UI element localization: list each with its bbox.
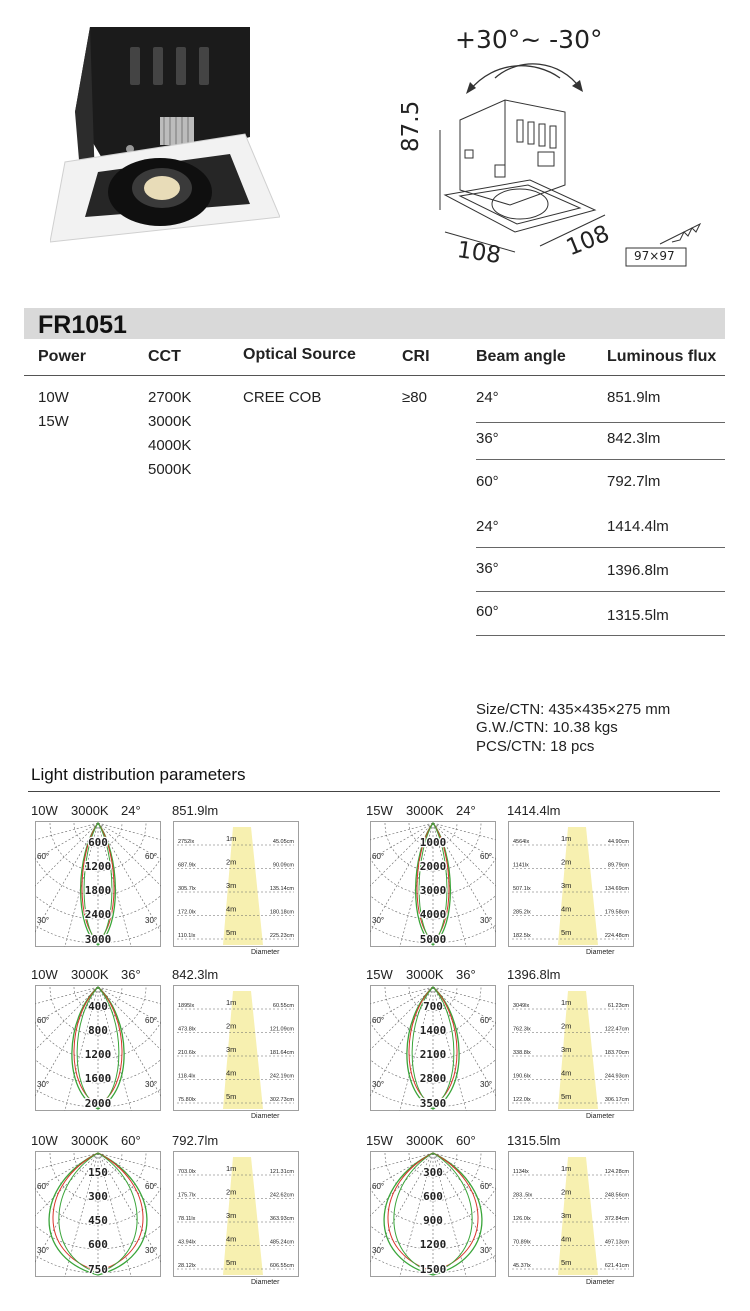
illuminance-value: 285.2lx <box>513 909 531 916</box>
distance-label: 5m <box>226 928 237 937</box>
intensity-value: 600 <box>88 836 108 849</box>
light-distribution-panel <box>31 1133 361 1293</box>
diameter-value: 224.48cm <box>604 933 629 939</box>
angle-label: 60° <box>145 1182 158 1191</box>
beam-angle-value: 36° <box>476 560 499 577</box>
caption-beam: 60° <box>121 1133 141 1148</box>
polar-diagram <box>35 821 161 947</box>
angle-label: 30° <box>372 916 385 925</box>
diameter-caption: Diameter <box>251 1113 280 1120</box>
intensity-value: 1200 <box>419 1238 447 1251</box>
beam-row <box>476 592 725 636</box>
intensity-value: 2400 <box>84 908 112 921</box>
height-dimension: 87.5 <box>398 100 424 152</box>
header-power: Power <box>38 348 87 365</box>
illuminance-value: 762.3lx <box>513 1026 531 1033</box>
illuminance-value: 3049lx <box>513 1003 530 1009</box>
diameter-value: 45.05cm <box>272 839 294 845</box>
angle-label: 30° <box>37 1080 50 1089</box>
illuminance-cone <box>173 985 299 1111</box>
intensity-value: 1400 <box>419 1024 447 1037</box>
illuminance-cone <box>508 821 634 947</box>
beam-angle-value: 60° <box>476 603 499 620</box>
illuminance-cone <box>508 985 634 1111</box>
distance-label: 2m <box>226 1021 237 1031</box>
angle-label: 30° <box>372 1246 385 1255</box>
caption-flux: 842.3lm <box>172 967 219 982</box>
caption-beam: 24° <box>456 803 476 818</box>
illuminance-value: 4564lx <box>513 839 530 845</box>
flux-value: 1414.4lm <box>607 518 669 535</box>
power-value: 10W <box>38 389 69 406</box>
distance-label: 3m <box>226 881 237 890</box>
distance-label: 5m <box>561 1092 572 1101</box>
illuminance-value: 1134lx <box>513 1169 529 1175</box>
carton-size: Size/CTN: 435×435×275 mm <box>476 701 671 718</box>
beam-row <box>476 504 725 548</box>
diameter-value: 606.55cm <box>269 1263 294 1269</box>
illuminance-value: 473.8lx <box>178 1026 196 1033</box>
diameter-value: 372.84cm <box>604 1216 629 1222</box>
distance-label: 2m <box>226 857 237 867</box>
caption-flux: 1396.8lm <box>507 967 561 982</box>
caption-flux: 792.7lm <box>172 1133 219 1148</box>
illuminance-value: 283..5lx <box>513 1192 533 1199</box>
diameter-value: 61.23cm <box>607 1003 629 1009</box>
intensity-value: 800 <box>88 1024 108 1037</box>
diameter-value: 302.73cm <box>269 1097 294 1103</box>
illuminance-value: 1895lx <box>178 1003 195 1009</box>
illuminance-value: 1141lx <box>513 862 529 869</box>
distance-label: 3m <box>561 1045 572 1054</box>
light-distribution-panel <box>366 1133 696 1293</box>
diameter-value: 363.93cm <box>269 1216 294 1222</box>
cri-value: ≥80 <box>402 389 427 406</box>
intensity-value: 2100 <box>419 1048 447 1061</box>
polar-diagram <box>370 1151 496 1277</box>
angle-label: 30° <box>145 1080 158 1089</box>
illuminance-value: 305.7lx <box>178 886 196 892</box>
intensity-value: 600 <box>423 1190 443 1203</box>
illuminance-value: 175.7lx <box>178 1192 196 1199</box>
intensity-value: 1500 <box>419 1263 447 1276</box>
angle-label: 30° <box>37 1246 50 1255</box>
header-cct: CCT <box>148 348 181 365</box>
distance-label: 5m <box>561 928 572 937</box>
light-distribution-panel <box>31 803 361 963</box>
intensity-value: 2000 <box>419 860 447 873</box>
intensity-value: 3000 <box>419 884 447 897</box>
distance-label: 1m <box>561 1164 572 1173</box>
intensity-value: 1000 <box>419 836 447 849</box>
illuminance-value: 190.6lx <box>513 1073 531 1080</box>
beam-row <box>476 548 725 592</box>
diameter-value: 306.17cm <box>604 1097 629 1103</box>
intensity-value: 1600 <box>84 1072 112 1085</box>
distance-label: 3m <box>226 1045 237 1054</box>
diameter-value: 225.23cm <box>269 933 294 939</box>
distance-label: 2m <box>561 1021 572 1031</box>
distance-label: 2m <box>561 1187 572 1197</box>
tilt-label: +30°~ -30° <box>455 25 603 54</box>
caption-cct: 3000K <box>406 803 444 818</box>
polar-diagram <box>35 1151 161 1277</box>
header-optical-source: Optical Source <box>243 346 356 363</box>
caption-cct: 3000K <box>71 803 109 818</box>
angle-label: 60° <box>145 852 158 861</box>
flux-value: 792.7lm <box>607 473 661 490</box>
intensity-value: 5000 <box>419 933 447 946</box>
diameter-value: 180.18cm <box>269 909 294 916</box>
diameter-caption: Diameter <box>251 1279 280 1286</box>
caption-beam: 60° <box>456 1133 476 1148</box>
cct-value: 5000K <box>148 461 192 478</box>
distance-label: 3m <box>561 1211 572 1220</box>
diameter-caption: Diameter <box>586 1279 615 1286</box>
illuminance-value: 210.6lx <box>178 1050 196 1056</box>
distance-label: 4m <box>226 1234 237 1244</box>
intensity-value: 2000 <box>84 1097 112 1110</box>
intensity-value: 750 <box>88 1263 108 1276</box>
angle-label: 30° <box>480 1246 493 1255</box>
illuminance-value: 338.8lx <box>513 1050 531 1056</box>
intensity-value: 450 <box>88 1214 108 1227</box>
illuminance-value: 78.11lx <box>178 1216 196 1222</box>
distance-label: 4m <box>226 904 237 914</box>
diameter-value: 248.56cm <box>604 1192 629 1199</box>
angle-label: 60° <box>37 1182 50 1191</box>
illuminance-value: 28.12lx <box>178 1263 196 1269</box>
distance-label: 3m <box>561 881 572 890</box>
angle-label: 60° <box>372 852 385 861</box>
model-name: FR1051 <box>38 311 127 339</box>
angle-label: 30° <box>145 916 158 925</box>
intensity-value: 2800 <box>419 1072 447 1085</box>
angle-label: 30° <box>480 1080 493 1089</box>
diameter-caption: Diameter <box>251 949 280 956</box>
intensity-value: 150 <box>88 1166 108 1179</box>
diameter-value: 121.31cm <box>269 1169 294 1175</box>
angle-label: 60° <box>480 1016 493 1025</box>
diameter-value: 124.28cm <box>604 1169 629 1175</box>
beam-row <box>476 460 725 503</box>
illuminance-value: 43.94lx <box>178 1239 196 1246</box>
intensity-value: 700 <box>423 1000 443 1013</box>
intensity-value: 300 <box>88 1190 108 1203</box>
intensity-value: 1800 <box>84 884 112 897</box>
cutout-dimension: 97×97 <box>634 249 675 263</box>
intensity-value: 900 <box>423 1214 443 1227</box>
illuminance-value: 507.1lx <box>513 886 531 892</box>
illuminance-value: 2752lx <box>178 839 195 845</box>
flux-value: 1315.5lm <box>607 607 669 624</box>
distance-label: 4m <box>561 904 572 914</box>
angle-label: 60° <box>480 1182 493 1191</box>
intensity-value: 1200 <box>84 860 112 873</box>
distance-label: 3m <box>226 1211 237 1220</box>
angle-label: 60° <box>37 1016 50 1025</box>
intensity-value: 4000 <box>419 908 447 921</box>
distance-label: 1m <box>226 998 237 1007</box>
distance-label: 1m <box>226 1164 237 1173</box>
header-divider <box>24 375 725 376</box>
diameter-value: 621.41cm <box>604 1263 629 1269</box>
header-beam-angle: Beam angle <box>476 348 566 365</box>
flux-value: 1396.8lm <box>607 562 669 579</box>
distance-label: 5m <box>226 1092 237 1101</box>
model-header-bar <box>24 308 725 339</box>
polar-diagram <box>35 985 161 1111</box>
illuminance-value: 70.89lx <box>513 1239 531 1246</box>
light-distribution-panel <box>366 803 696 963</box>
header-luminous-flux: Luminous flux <box>607 348 717 365</box>
distance-label: 4m <box>561 1234 572 1244</box>
illuminance-value: 122.0lx <box>513 1097 531 1103</box>
illuminance-value: 45.37lx <box>513 1263 531 1269</box>
angle-label: 60° <box>480 852 493 861</box>
optical-source-value: CREE COB <box>243 389 322 406</box>
illuminance-cone <box>508 1151 634 1277</box>
distance-label: 5m <box>226 1258 237 1267</box>
distance-label: 2m <box>561 857 572 867</box>
caption-cct: 3000K <box>406 967 444 982</box>
beam-angle-value: 24° <box>476 389 499 406</box>
diameter-value: 485.24cm <box>269 1239 294 1246</box>
intensity-value: 400 <box>88 1000 108 1013</box>
distance-label: 1m <box>561 834 572 843</box>
caption-beam: 36° <box>456 967 476 982</box>
caption-beam: 36° <box>121 967 141 982</box>
diameter-value: 134.69cm <box>604 886 629 892</box>
intensity-value: 3500 <box>419 1097 447 1110</box>
caption-flux: 1414.4lm <box>507 803 561 818</box>
caption-power: 10W <box>31 967 58 982</box>
illuminance-cone <box>173 1151 299 1277</box>
angle-label: 30° <box>37 916 50 925</box>
distance-label: 1m <box>226 834 237 843</box>
cct-value: 3000K <box>148 413 192 430</box>
diameter-value: 242.62cm <box>269 1192 294 1199</box>
illuminance-value: 687.9lx <box>178 862 196 869</box>
diameter-value: 121.09cm <box>269 1026 294 1033</box>
beam-angle-value: 60° <box>476 473 499 490</box>
diameter-value: 181.64cm <box>269 1050 294 1056</box>
power-value: 15W <box>38 413 69 430</box>
angle-label: 60° <box>372 1182 385 1191</box>
section-divider <box>28 791 720 792</box>
caption-power: 10W <box>31 803 58 818</box>
cct-value: 4000K <box>148 437 192 454</box>
beam-angle-value: 36° <box>476 430 499 447</box>
angle-label: 30° <box>480 916 493 925</box>
width-dimension: 108 <box>455 237 503 269</box>
illuminance-value: 172.0lx <box>178 909 196 916</box>
caption-cct: 3000K <box>71 967 109 982</box>
angle-label: 60° <box>37 852 50 861</box>
distance-label: 4m <box>561 1068 572 1078</box>
caption-power: 15W <box>366 967 393 982</box>
caption-flux: 1315.5lm <box>507 1133 561 1148</box>
diameter-value: 90.09cm <box>272 862 294 869</box>
beam-row <box>476 416 725 460</box>
intensity-value: 300 <box>423 1166 443 1179</box>
diameter-value: 60.55cm <box>272 1003 294 1009</box>
caption-power: 10W <box>31 1133 58 1148</box>
diameter-value: 242.19cm <box>269 1073 294 1080</box>
diameter-value: 89.79cm <box>607 862 629 869</box>
illuminance-value: 75.80lx <box>178 1097 196 1103</box>
illuminance-value: 703.0lx <box>178 1169 196 1175</box>
flux-value: 851.9lm <box>607 389 661 406</box>
light-distribution-panel <box>31 967 361 1127</box>
angle-label: 30° <box>145 1246 158 1255</box>
intensity-value: 3000 <box>84 933 112 946</box>
caption-cct: 3000K <box>406 1133 444 1148</box>
angle-label: 60° <box>145 1016 158 1025</box>
caption-beam: 24° <box>121 803 141 818</box>
depth-dimension: 108 <box>562 220 614 262</box>
caption-power: 15W <box>366 1133 393 1148</box>
intensity-value: 600 <box>88 1238 108 1251</box>
distance-label: 4m <box>226 1068 237 1078</box>
diameter-value: 179.58cm <box>604 909 629 916</box>
carton-weight: G.W./CTN: 10.38 kgs <box>476 719 618 736</box>
diameter-value: 183.70cm <box>604 1050 629 1056</box>
illuminance-value: 110.1lx <box>178 933 196 939</box>
product-photo <box>50 22 280 250</box>
illuminance-value: 118.4lx <box>178 1073 196 1080</box>
illuminance-value: 182.5lx <box>513 933 531 939</box>
flux-value: 842.3lm <box>607 430 661 447</box>
diameter-value: 135.14cm <box>269 886 294 892</box>
angle-label: 60° <box>372 1016 385 1025</box>
caption-cct: 3000K <box>71 1133 109 1148</box>
diameter-caption: Diameter <box>586 1113 615 1120</box>
polar-diagram <box>370 985 496 1111</box>
diameter-caption: Diameter <box>586 949 615 956</box>
diameter-value: 244.93cm <box>604 1073 629 1080</box>
diameter-value: 497.13cm <box>604 1239 629 1246</box>
diameter-value: 44.90cm <box>607 839 629 845</box>
distance-label: 5m <box>561 1258 572 1267</box>
beam-angle-value: 24° <box>476 518 499 535</box>
cct-value: 2700K <box>148 389 192 406</box>
header-cri: CRI <box>402 348 430 365</box>
intensity-value: 1200 <box>84 1048 112 1061</box>
angle-label: 30° <box>372 1080 385 1089</box>
caption-power: 15W <box>366 803 393 818</box>
light-distribution-panel <box>366 967 696 1127</box>
illuminance-cone <box>173 821 299 947</box>
distance-label: 2m <box>226 1187 237 1197</box>
light-distribution-title: Light distribution parameters <box>31 765 246 784</box>
caption-flux: 851.9lm <box>172 803 219 818</box>
polar-diagram <box>370 821 496 947</box>
diameter-value: 122.47cm <box>604 1026 629 1033</box>
distance-label: 1m <box>561 998 572 1007</box>
carton-pieces: PCS/CTN: 18 pcs <box>476 738 595 755</box>
illuminance-value: 126.0lx <box>513 1216 531 1222</box>
